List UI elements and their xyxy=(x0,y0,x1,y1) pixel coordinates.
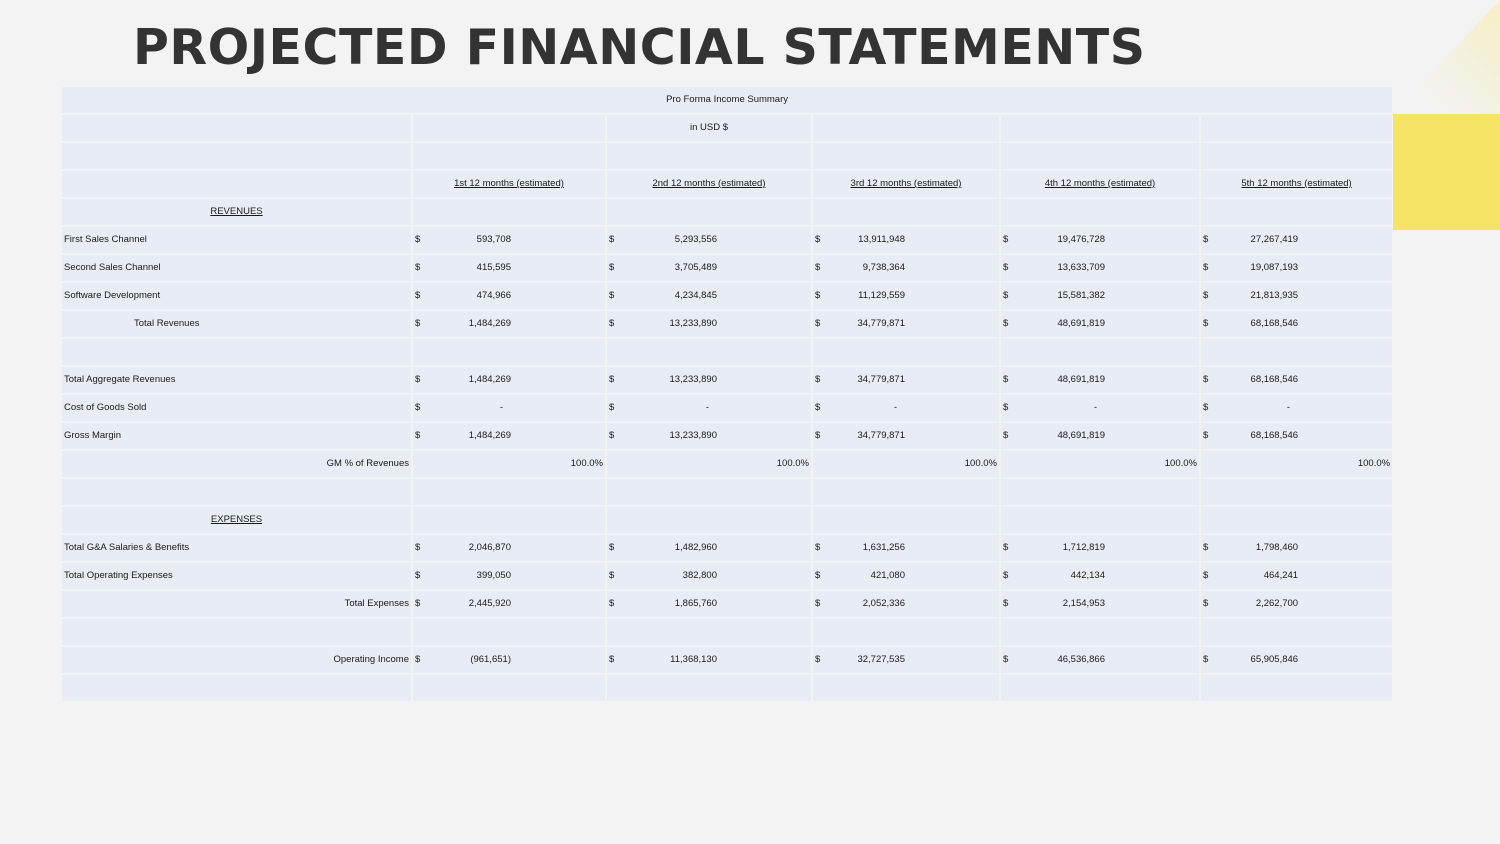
amount-value: 34,779,871 xyxy=(857,318,905,329)
table-row-first-sales-channel xyxy=(62,227,1392,253)
row-label: Total G&A Salaries & Benefits xyxy=(62,535,411,561)
amount-cell xyxy=(1201,647,1392,673)
amount-value: 34,779,871 xyxy=(857,430,905,441)
amount-value: 442,134 xyxy=(1070,570,1105,581)
amount-value: 13,633,709 xyxy=(1057,262,1105,273)
currency-symbol: $ xyxy=(609,654,615,665)
amount-value: 5,293,556 xyxy=(674,234,717,245)
amount-value: 34,779,871 xyxy=(857,374,905,385)
table-row-gross-margin xyxy=(62,423,1392,449)
amount-cell xyxy=(813,423,999,449)
amount-value: 13,911,948 xyxy=(858,234,905,245)
currency-symbol: $ xyxy=(1003,598,1009,609)
amount-cell xyxy=(813,591,999,617)
expenses-section-header: EXPENSES xyxy=(62,507,411,533)
amount-cell xyxy=(413,311,605,337)
currency-symbol: $ xyxy=(1203,402,1209,413)
currency-symbol: $ xyxy=(609,318,615,329)
amount-cell xyxy=(1001,367,1199,393)
amount-value: 11,368,130 xyxy=(670,654,717,665)
table-heading: Pro Forma Income Summary xyxy=(62,87,1392,113)
table-row-ga-salaries-benefits xyxy=(62,535,1392,561)
currency-symbol: $ xyxy=(1203,542,1209,553)
table-row-blank xyxy=(62,143,1392,169)
table-row-cost-of-goods-sold xyxy=(62,395,1392,421)
income-summary-table xyxy=(60,85,1394,703)
row-label: Operating Income xyxy=(62,647,411,673)
table-row-total-aggregate-revenues xyxy=(62,367,1392,393)
percent-cell: 100.0% xyxy=(607,451,811,477)
currency-symbol: $ xyxy=(609,262,615,273)
row-label: Gross Margin xyxy=(62,423,411,449)
amount-cell xyxy=(1001,395,1199,421)
currency-symbol: $ xyxy=(1003,262,1009,273)
currency-symbol: $ xyxy=(1203,654,1209,665)
currency-symbol: $ xyxy=(415,570,421,581)
amount-value: 48,691,819 xyxy=(1057,318,1105,329)
amount-value: 1,631,256 xyxy=(862,542,905,553)
table-row-total-operating-expenses xyxy=(62,563,1392,589)
amount-cell xyxy=(413,423,605,449)
amount-cell xyxy=(607,255,811,281)
amount-cell xyxy=(1201,563,1392,589)
amount-cell xyxy=(813,283,999,309)
row-label: Total Expenses xyxy=(62,591,411,617)
amount-value: 68,168,546 xyxy=(1250,374,1299,385)
amount-cell xyxy=(1001,227,1199,253)
amount-value: 19,476,728 xyxy=(1057,234,1105,245)
currency-symbol: $ xyxy=(1203,374,1209,385)
amount-cell xyxy=(813,311,999,337)
currency-symbol: $ xyxy=(609,234,615,245)
row-label: GM % of Revenues xyxy=(62,451,411,477)
amount-value: 48,691,819 xyxy=(1057,374,1105,385)
amount-value: 1,482,960 xyxy=(674,542,717,553)
amount-cell xyxy=(813,563,999,589)
amount-cell xyxy=(1201,395,1392,421)
percent-cell: 100.0% xyxy=(1001,451,1199,477)
amount-cell xyxy=(413,535,605,561)
percent-cell: 100.0% xyxy=(1201,451,1392,477)
currency-symbol: $ xyxy=(815,542,821,553)
currency-symbol: $ xyxy=(415,262,421,273)
amount-cell xyxy=(1001,311,1199,337)
amount-cell xyxy=(1201,311,1392,337)
amount-value: 399,050 xyxy=(476,570,511,581)
amount-cell xyxy=(607,423,811,449)
currency-symbol: $ xyxy=(1003,430,1009,441)
currency-symbol: $ xyxy=(1003,290,1009,301)
amount-value: 1,865,760 xyxy=(674,598,717,609)
amount-value: 415,595 xyxy=(476,262,511,273)
currency-symbol: $ xyxy=(1003,234,1009,245)
currency-symbol: $ xyxy=(815,402,821,413)
currency-symbol: $ xyxy=(1203,234,1209,245)
amount-value: 2,445,920 xyxy=(468,598,511,609)
percent-cell: 100.0% xyxy=(813,451,999,477)
currency-symbol: $ xyxy=(609,290,615,301)
row-label: Total Revenues xyxy=(62,311,411,337)
currency-symbol: $ xyxy=(415,542,421,553)
currency-symbol: $ xyxy=(1203,290,1209,301)
amount-value: (961,651) xyxy=(470,654,511,665)
currency-symbol: $ xyxy=(1203,430,1209,441)
amount-cell xyxy=(813,367,999,393)
row-label: First Sales Channel xyxy=(62,227,411,253)
amount-cell xyxy=(1201,255,1392,281)
amount-value: 1,484,269 xyxy=(468,374,511,385)
table-row-blank xyxy=(62,619,1392,645)
amount-cell xyxy=(413,227,605,253)
currency-symbol: $ xyxy=(609,374,615,385)
table-row-heading xyxy=(62,87,1392,113)
table-row-total-expenses xyxy=(62,591,1392,617)
amount-cell xyxy=(413,367,605,393)
currency-symbol: $ xyxy=(1003,402,1009,413)
period-header: 4th 12 months (estimated) xyxy=(1001,171,1199,197)
amount-cell xyxy=(607,283,811,309)
currency-symbol: $ xyxy=(415,654,421,665)
amount-value: 9,738,364 xyxy=(862,262,905,273)
amount-cell xyxy=(1201,283,1392,309)
currency-symbol: $ xyxy=(415,290,421,301)
amount-cell xyxy=(1001,591,1199,617)
amount-cell xyxy=(413,563,605,589)
amount-cell xyxy=(413,255,605,281)
amount-value: 4,234,845 xyxy=(674,290,717,301)
amount-cell xyxy=(1201,227,1392,253)
currency-symbol: $ xyxy=(815,570,821,581)
currency-symbol: $ xyxy=(609,570,615,581)
amount-cell xyxy=(1001,535,1199,561)
amount-cell xyxy=(1001,283,1199,309)
currency-symbol: $ xyxy=(1203,570,1209,581)
amount-value: 1,712,819 xyxy=(1062,542,1105,553)
amount-value: 21,813,935 xyxy=(1250,290,1299,301)
currency-symbol: $ xyxy=(815,234,821,245)
currency-symbol: $ xyxy=(1203,318,1209,329)
currency-symbol: $ xyxy=(815,374,821,385)
amount-value: 65,905,846 xyxy=(1250,654,1299,665)
currency-symbol: $ xyxy=(1003,542,1009,553)
row-label: Software Development xyxy=(62,283,411,309)
amount-cell xyxy=(1001,647,1199,673)
amount-cell xyxy=(607,227,811,253)
page-title: PROJECTED FINANCIAL STATEMENTS xyxy=(133,19,1146,76)
amount-cell xyxy=(1201,591,1392,617)
amount-cell xyxy=(413,395,605,421)
currency-symbol: $ xyxy=(609,402,615,413)
currency-symbol: $ xyxy=(815,290,821,301)
amount-cell xyxy=(607,311,811,337)
period-header: 3rd 12 months (estimated) xyxy=(813,171,999,197)
currency-note: in USD $ xyxy=(607,115,811,141)
amount-cell xyxy=(413,647,605,673)
amount-cell xyxy=(813,227,999,253)
table-row-total-revenues xyxy=(62,311,1392,337)
revenues-section-header: REVENUES xyxy=(62,199,411,225)
table-row-gm-percent xyxy=(62,451,1392,477)
amount-value: 68,168,546 xyxy=(1250,318,1299,329)
amount-value: - xyxy=(1286,402,1291,413)
amount-value: - xyxy=(1093,402,1097,413)
currency-symbol: $ xyxy=(1003,570,1009,581)
row-label: Second Sales Channel xyxy=(62,255,411,281)
amount-cell xyxy=(1001,563,1199,589)
amount-cell xyxy=(1001,255,1199,281)
period-header: 2nd 12 months (estimated) xyxy=(607,171,811,197)
amount-value: 474,966 xyxy=(476,290,511,301)
amount-value: 19,087,193 xyxy=(1250,262,1299,273)
currency-symbol: $ xyxy=(1003,654,1009,665)
amount-value: 382,800 xyxy=(682,570,717,581)
table-row-expenses-header xyxy=(62,507,1392,533)
amount-cell xyxy=(607,563,811,589)
amount-cell xyxy=(413,591,605,617)
currency-symbol: $ xyxy=(415,374,421,385)
amount-cell xyxy=(607,367,811,393)
table-row-blank xyxy=(62,339,1392,365)
amount-cell xyxy=(607,535,811,561)
currency-symbol: $ xyxy=(1203,262,1209,273)
amount-value: 2,046,870 xyxy=(468,542,511,553)
amount-value: - xyxy=(499,402,503,413)
amount-cell xyxy=(413,283,605,309)
table-row-periods xyxy=(62,171,1392,197)
currency-symbol: $ xyxy=(415,318,421,329)
amount-value: 68,168,546 xyxy=(1250,430,1299,441)
currency-symbol: $ xyxy=(415,598,421,609)
period-header: 1st 12 months (estimated) xyxy=(413,171,605,197)
amount-value: 48,691,819 xyxy=(1057,430,1105,441)
amount-value: - xyxy=(893,402,897,413)
currency-symbol: $ xyxy=(815,598,821,609)
amount-value: 13,233,890 xyxy=(669,374,717,385)
amount-cell xyxy=(607,647,811,673)
currency-symbol: $ xyxy=(815,262,821,273)
table-row-second-sales-channel xyxy=(62,255,1392,281)
amount-cell xyxy=(607,395,811,421)
table-row-blank xyxy=(62,675,1392,701)
amount-value: 2,154,953 xyxy=(1062,598,1105,609)
currency-symbol: $ xyxy=(415,234,421,245)
amount-value: 1,484,269 xyxy=(468,318,511,329)
amount-cell xyxy=(813,255,999,281)
table-row-operating-income xyxy=(62,647,1392,673)
amount-cell xyxy=(1201,423,1392,449)
amount-value: 464,241 xyxy=(1263,570,1299,581)
currency-symbol: $ xyxy=(815,654,821,665)
currency-symbol: $ xyxy=(415,430,421,441)
amount-cell xyxy=(813,395,999,421)
row-label: Cost of Goods Sold xyxy=(62,395,411,421)
currency-symbol: $ xyxy=(609,598,615,609)
currency-symbol: $ xyxy=(609,542,615,553)
decorative-yellow-block xyxy=(1393,114,1500,230)
row-label: Total Aggregate Revenues xyxy=(62,367,411,393)
table-row-blank xyxy=(62,479,1392,505)
amount-value: 46,536,866 xyxy=(1057,654,1105,665)
percent-cell: 100.0% xyxy=(413,451,605,477)
amount-value: 1,484,269 xyxy=(468,430,511,441)
amount-value: 11,129,559 xyxy=(858,290,905,301)
currency-symbol: $ xyxy=(609,430,615,441)
currency-symbol: $ xyxy=(1203,598,1209,609)
currency-symbol: $ xyxy=(1003,374,1009,385)
currency-symbol: $ xyxy=(815,430,821,441)
amount-value: 3,705,489 xyxy=(674,262,717,273)
table-row-software-development xyxy=(62,283,1392,309)
amount-cell xyxy=(1201,367,1392,393)
amount-value: 1,798,460 xyxy=(1255,542,1299,553)
period-header: 5th 12 months (estimated) xyxy=(1201,171,1392,197)
amount-value: 15,581,382 xyxy=(1057,290,1105,301)
amount-value: 27,267,419 xyxy=(1250,234,1299,245)
row-label: Total Operating Expenses xyxy=(62,563,411,589)
table-row-currency xyxy=(62,115,1392,141)
currency-symbol: $ xyxy=(1003,318,1009,329)
amount-value: 13,233,890 xyxy=(669,318,717,329)
table-row-revenues-header xyxy=(62,199,1392,225)
amount-value: 2,262,700 xyxy=(1255,598,1299,609)
currency-symbol: $ xyxy=(815,318,821,329)
amount-cell xyxy=(1001,423,1199,449)
amount-value: 32,727,535 xyxy=(857,654,905,665)
amount-cell xyxy=(813,647,999,673)
amount-value: 593,708 xyxy=(476,234,511,245)
currency-symbol: $ xyxy=(415,402,421,413)
amount-cell xyxy=(1201,535,1392,561)
amount-value: 2,052,336 xyxy=(862,598,905,609)
amount-cell xyxy=(813,535,999,561)
amount-cell xyxy=(607,591,811,617)
decorative-corner-triangle xyxy=(1392,0,1500,114)
amount-value: 13,233,890 xyxy=(669,430,717,441)
amount-value: 421,080 xyxy=(870,570,905,581)
amount-value: - xyxy=(705,402,709,413)
